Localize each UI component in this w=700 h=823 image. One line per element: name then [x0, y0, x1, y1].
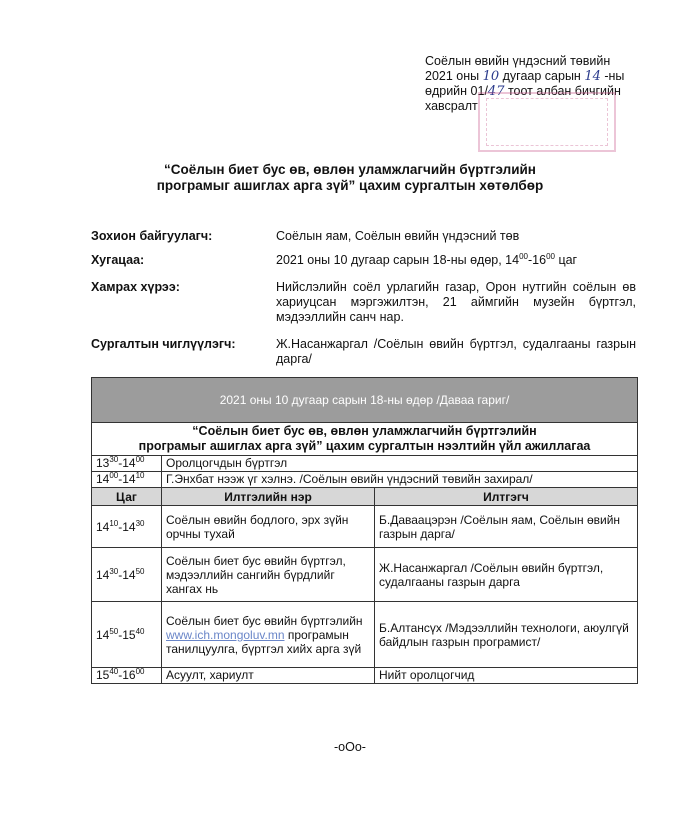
- topic-cell: Асуулт, хариулт: [162, 668, 375, 684]
- direction-value: Ж.Насанжаргал /Соёлын өвийн бүртгэл, судалгааны газрын дарга/: [276, 337, 636, 366]
- time-cell: $14^{10}-14^{30}$: [92, 506, 162, 548]
- document-title-line2: програмыг ашиглах арга зүй” цахим сургалтын хөтөлбөр: [156, 178, 544, 193]
- speaker-cell: Б.Даваацэрэн /Соёлын яам, Соёлын өвийн газрын дарга/: [375, 506, 638, 548]
- info-duration: [91, 253, 636, 269]
- column-header-time: Цаг: [92, 488, 162, 506]
- document-title-line1: “Соёлын биет бус өв, өвлөн уламжлагчийн бүртгэлийн: [164, 162, 536, 177]
- info-scope: [91, 280, 636, 326]
- ich-website-link[interactable]: www.ich.mongoluv.mn: [166, 627, 285, 642]
- scope-value: Нийслэлийн соёл урлагийн газар, Орон нутгийн соёлын өв хариуцсан мэргэжилтэн, 21 аймгийн музейн бүртгэл, мэдээллийн санч нар.: [276, 280, 636, 324]
- handwritten-doc-number: 47: [487, 84, 505, 99]
- schedule-date-row: [92, 378, 638, 423]
- table-row: [92, 668, 638, 684]
- schedule-title: “Соёлын биет бус өв, өвлөн уламжлагчийн бүртгэлийн програмыг ашиглах арга зүй” цахим сургалтын нээлтийн үйл ажиллагаа: [92, 423, 638, 456]
- time-cell: $15^{40}-16^{00}$: [92, 668, 162, 684]
- direction-label: Сургалтын чиглүүлэгч:: [91, 337, 236, 351]
- column-header-topic: Илтгэлийн нэр: [162, 488, 375, 506]
- schedule-date-header: 2021 оны 10 дугаар сарын 18-ны өдөр /Даваа гариг/: [92, 378, 638, 423]
- scope-label: Хамрах хүрээ:: [91, 280, 180, 294]
- speaker-cell: Нийт оролцогчид: [375, 668, 638, 684]
- speaker-cell: Ж.Насанжаргал /Соёлын өвийн бүртгэл, судалгааны газрын дарга: [375, 548, 638, 602]
- activity-cell: Г.Энхбат нээж үг хэлнэ. /Соёлын өвийн үндэсний төвийн захирал/: [162, 472, 638, 488]
- duration-label: Хугацаа:: [91, 253, 145, 267]
- time-cell: $13^{30}-14^{00}$: [92, 456, 162, 472]
- annex-note-line3: өдрийн 01/47 тоот албан бичгийн: [425, 84, 621, 99]
- annex-note-line1: Соёлын өвийн үндэсний төвийн: [425, 54, 611, 68]
- schedule-table: [91, 377, 638, 684]
- schedule-title-row: [92, 423, 638, 456]
- organizer-label: Зохион байгуулагч:: [91, 229, 213, 243]
- organizer-value: Соёлын яам, Соёлын өвийн үндэсний төв: [276, 229, 520, 243]
- annex-note-line4: хавсралт: [425, 99, 478, 113]
- table-row: [92, 506, 638, 548]
- handwritten-month: 10: [482, 69, 500, 84]
- activity-cell: Оролцогчдын бүртгэл: [162, 456, 638, 472]
- handwritten-day: 14: [584, 69, 601, 84]
- speaker-cell: Б.Алтансүх /Мэдээллийн технологи, аюулгүй байдлын газрын програмист/: [375, 602, 638, 668]
- annex-note-line2: 2021 оны 10 дугаар сарын 14 -ны: [425, 69, 625, 84]
- table-row: [92, 602, 638, 668]
- time-cell: $14^{30}-14^{50}$: [92, 548, 162, 602]
- info-direction: [91, 337, 636, 369]
- time-cell: $14^{50}-15^{40}$: [92, 602, 162, 668]
- topic-cell: Соёлын биет бус өвийн бүртгэл, мэдээллийн сангийн бүрдлийг хангах нь: [162, 548, 375, 602]
- official-stamp: [478, 92, 616, 152]
- column-header-speaker: Илтгэгч: [375, 488, 638, 506]
- document-title: [100, 162, 600, 194]
- stamp-inner-border: [486, 98, 608, 146]
- column-header-row: [92, 488, 638, 506]
- time-cell: $14^{00}-14^{10}$: [92, 472, 162, 488]
- table-row: [92, 472, 638, 488]
- topic-cell: Соёлын өвийн бодлого, эрх зүйн орчны тухай: [162, 506, 375, 548]
- document-footer: -оОо-: [334, 740, 366, 754]
- info-organizer: [91, 229, 636, 245]
- duration-value: 2021 оны 10 дугаар сарын 18-ны өдөр, $14^{00}-16^{00}$ цаг: [276, 251, 578, 267]
- table-row: [92, 456, 638, 472]
- topic-cell: Соёлын биет бус өвийн бүртгэлийн www.ich.mongoluv.mn програмын танилцуулга, бүртгэл хийх арга зүй: [162, 602, 375, 668]
- table-row: [92, 548, 638, 602]
